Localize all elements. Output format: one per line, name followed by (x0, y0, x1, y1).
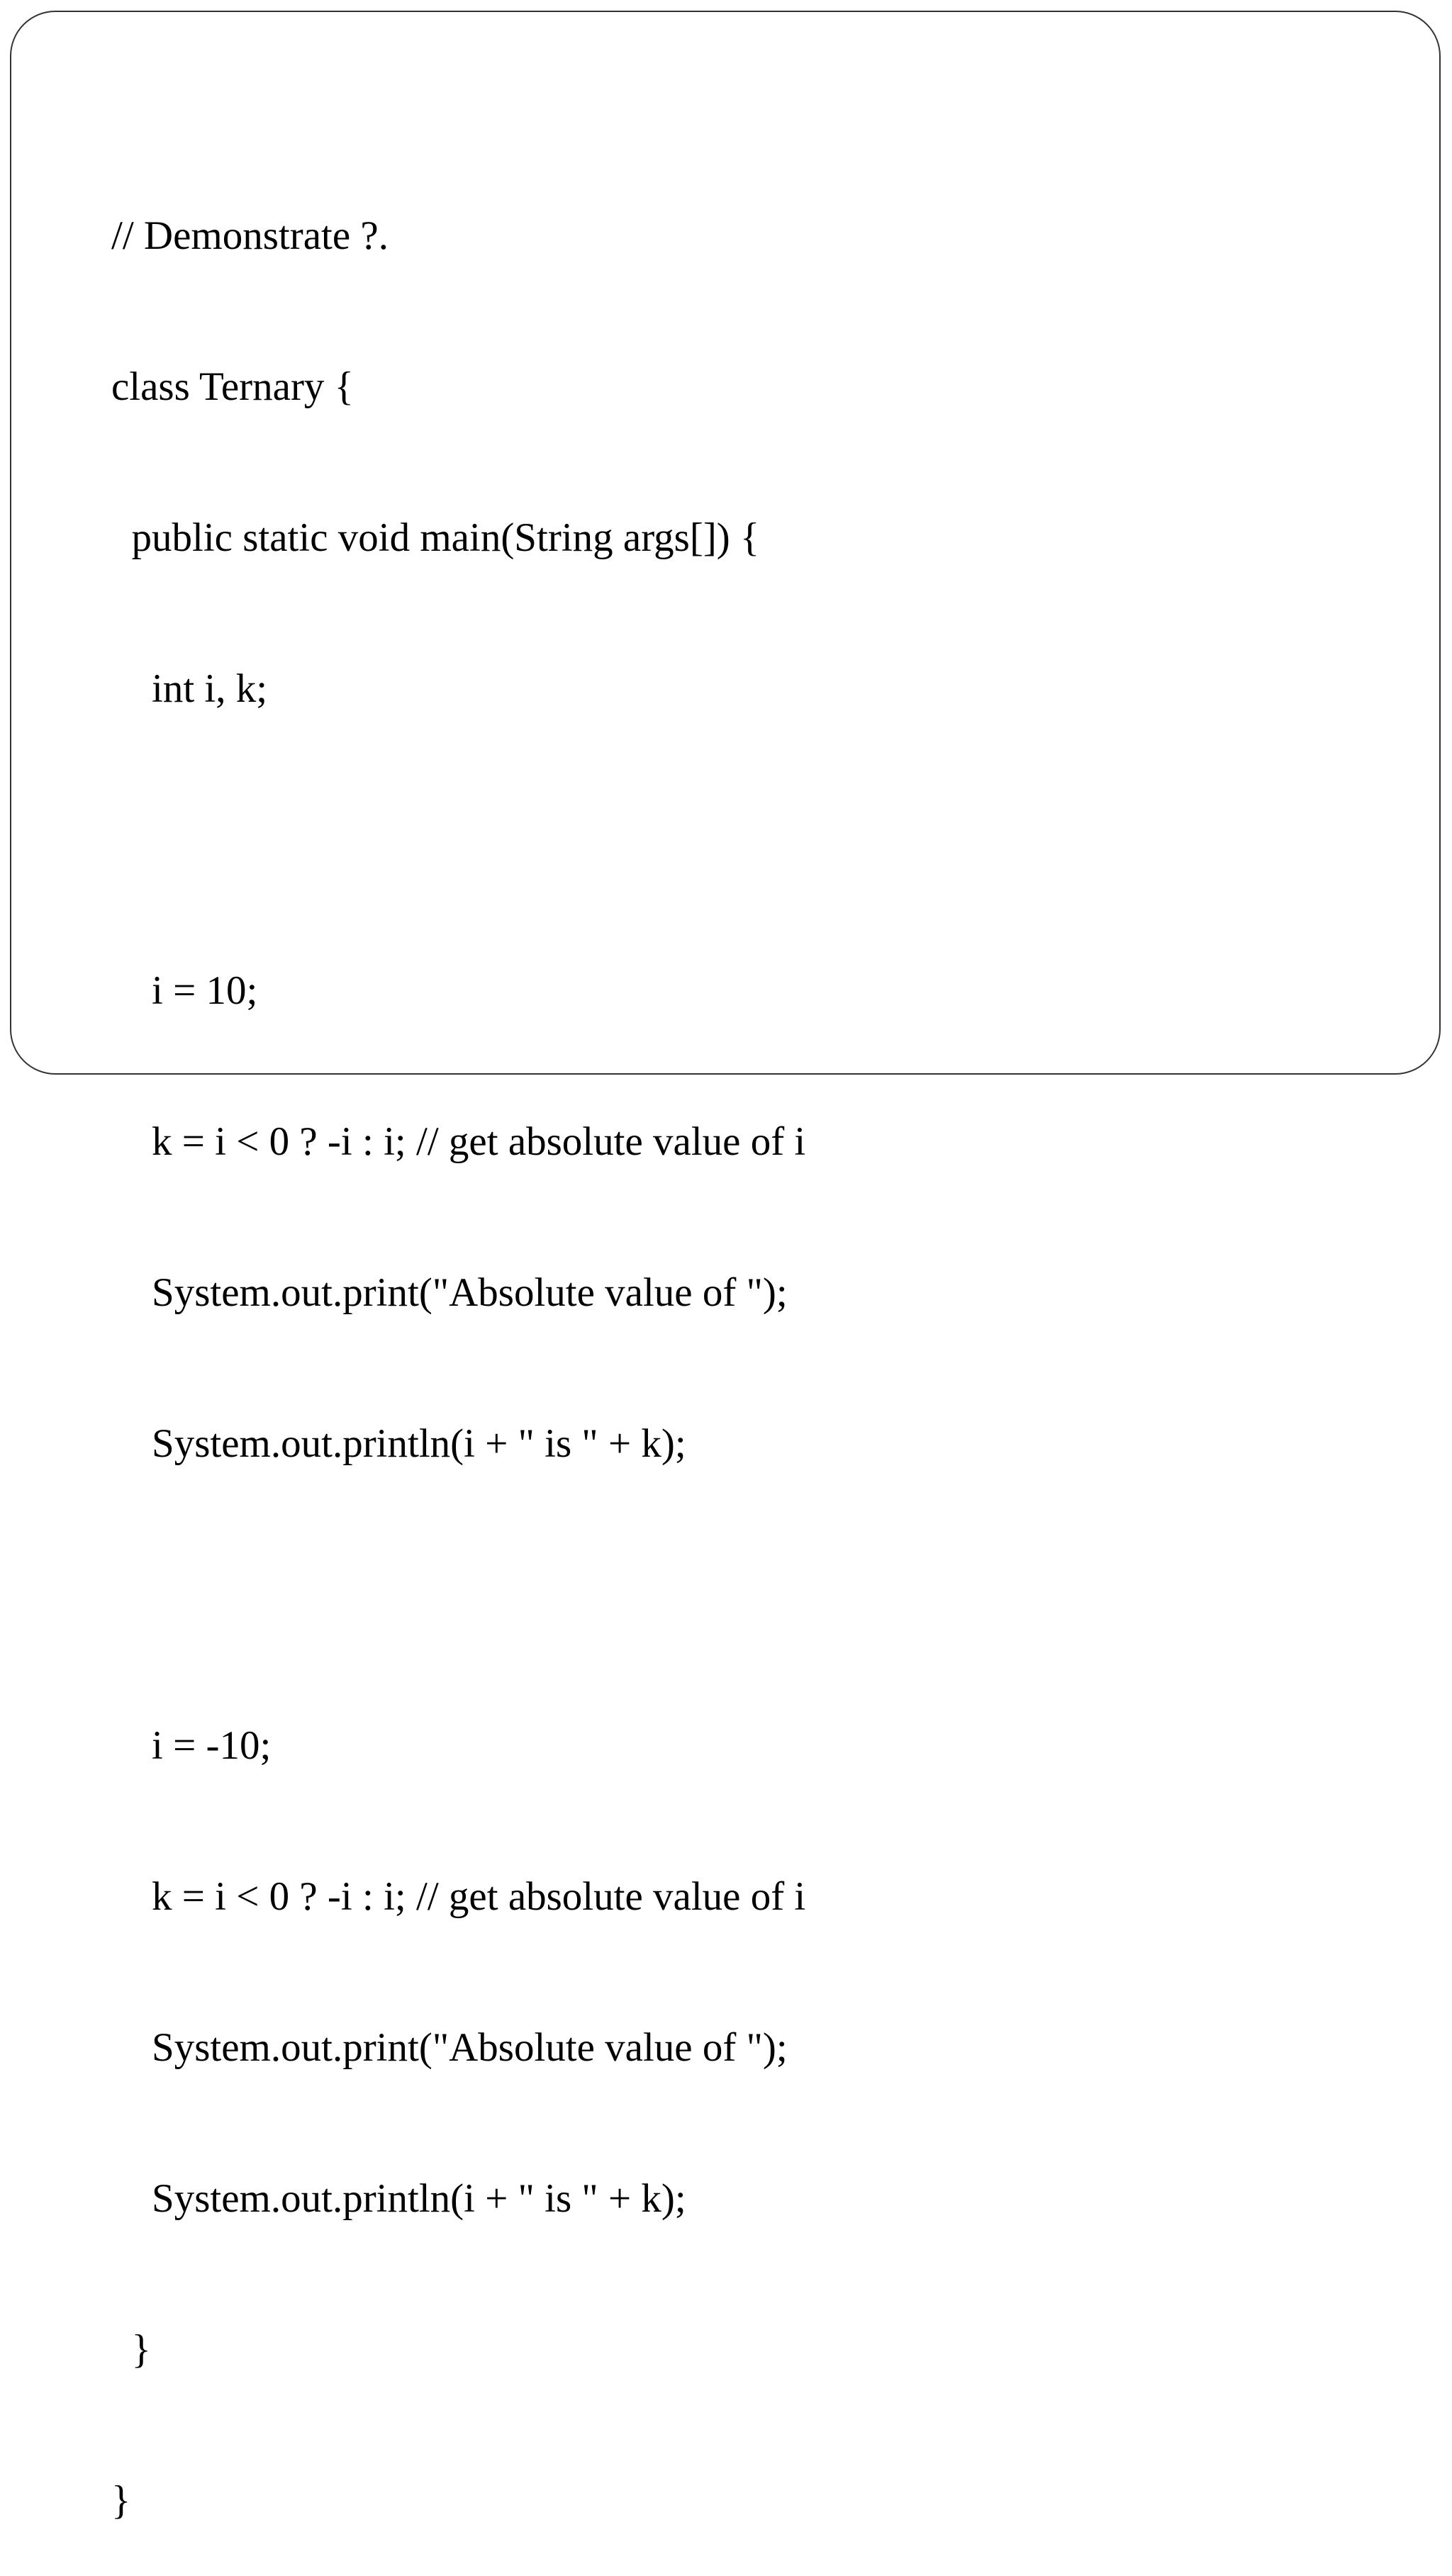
code-line: int i, k; (111, 666, 268, 711)
code-line: class Ternary { (111, 364, 354, 409)
code-line: } (111, 2478, 131, 2523)
code-block (111, 110, 1317, 2576)
code-line: System.out.println(i + " is " + k); (111, 2176, 686, 2221)
code-line: i = -10; (111, 1723, 272, 1768)
code-line: System.out.println(i + " is " + k); (111, 1421, 686, 1466)
code-line: k = i < 0 ? -i : i; // get absolute value of i (111, 1119, 806, 1164)
code-line: } (111, 2327, 151, 2372)
code-line: System.out.print("Absolute value of "); (111, 2025, 788, 2070)
code-line: k = i < 0 ? -i : i; // get absolute value of i (111, 1874, 806, 1919)
code-line (111, 814, 1317, 865)
code-line (111, 1569, 1317, 1620)
code-line: i = 10; (111, 968, 258, 1013)
code-line: System.out.print("Absolute value of "); (111, 1270, 788, 1315)
code-line: public static void main(String args[]) { (111, 515, 760, 560)
code-line: // Demonstrate ?. (111, 213, 389, 258)
